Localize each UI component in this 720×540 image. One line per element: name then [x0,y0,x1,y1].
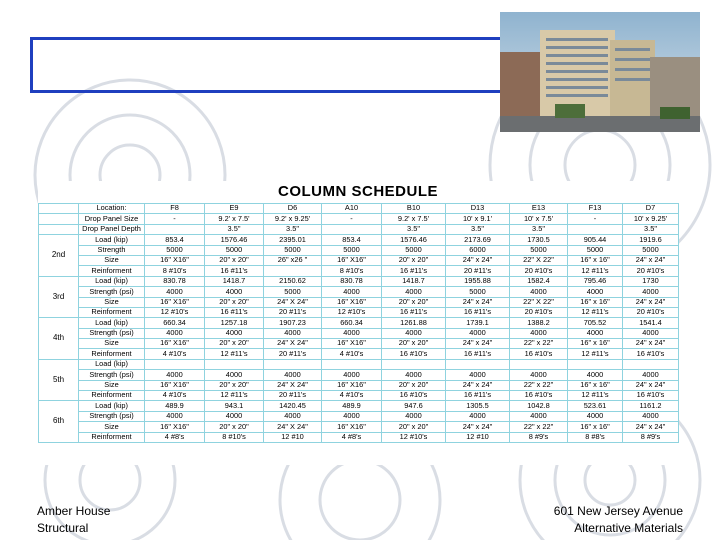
schedule-cell: 4 #10's [145,391,205,401]
schedule-cell [568,224,623,234]
floor-label: 2nd [39,235,79,277]
schedule-cell: 24" X 24" [264,380,322,390]
schedule-cell: 16 #10's [510,391,568,401]
schedule-cell: 4000 [446,411,510,421]
schedule-row [39,328,679,338]
row-label: Reinforment [79,266,145,276]
schedule-cell [145,224,205,234]
schedule-cell: 1739.1 [446,318,510,328]
row-label: Drop Panel Depth [79,224,145,234]
schedule-cell: 22" x 22" [510,422,568,432]
schedule-cell: 1261.88 [382,318,446,328]
schedule-cell [568,359,623,369]
schedule-cell: - [568,214,623,224]
schedule-row [39,287,679,297]
schedule-cell: 5000 [205,245,264,255]
schedule-row [39,307,679,317]
schedule-cell: 4000 [510,411,568,421]
floor-cell-empty [39,214,79,224]
schedule-cell: 12 #11's [568,391,623,401]
schedule-cell: 12 #10's [145,307,205,317]
schedule-cell: 4000 [205,411,264,421]
schedule-cell: D7 [623,204,679,214]
schedule-cell: 24" x 24" [623,255,679,265]
schedule-cell: 705.52 [568,318,623,328]
schedule-cell: 4000 [322,328,382,338]
schedule-cell: 8 #8's [568,432,623,442]
schedule-cell: 8 #9's [623,432,679,442]
schedule-cell: 16" X16" [322,422,382,432]
schedule-cell: 2395.01 [264,235,322,245]
schedule-cell: 20" x 20" [382,380,446,390]
schedule-cell: 1042.8 [510,401,568,411]
row-label: Drop Panel Size [79,214,145,224]
schedule-cell: 4000 [446,370,510,380]
row-label: Strength (psi) [79,328,145,338]
schedule-cell: 12 #10 [446,432,510,442]
schedule-cell: E13 [510,204,568,214]
footer-discipline: Structural [37,521,89,535]
schedule-cell: 5000 [510,245,568,255]
schedule-cell: 4000 [446,328,510,338]
schedule-cell: 16" X16" [322,380,382,390]
schedule-cell: 1919.6 [623,235,679,245]
schedule-cell: 16" x 16" [568,297,623,307]
schedule-cell: 1541.4 [623,318,679,328]
schedule-cell: 16" X16" [322,255,382,265]
schedule-cell: 22" x 22" [510,339,568,349]
schedule-cell: 1730 [623,276,679,286]
schedule-cell: 1730.5 [510,235,568,245]
schedule-cell [145,359,205,369]
schedule-cell: 12 #11's [568,307,623,317]
schedule-cell: 1257.18 [205,318,264,328]
schedule-cell: 4000 [145,370,205,380]
schedule-cell: 1576.46 [205,235,264,245]
footer-address: 601 New Jersey Avenue [553,504,683,518]
schedule-cell: 4 #10's [322,349,382,359]
schedule-cell: 795.46 [568,276,623,286]
schedule-cell: 22" x 22" [510,380,568,390]
schedule-cell: 4 #10's [145,349,205,359]
schedule-cell: 5000 [264,287,322,297]
schedule-cell: 4000 [205,328,264,338]
schedule-row [39,235,679,245]
schedule-row [39,276,679,286]
schedule-cell: 853.4 [322,235,382,245]
schedule-cell: 4000 [510,370,568,380]
schedule-cell: 4000 [623,287,679,297]
schedule-cell: 4000 [382,411,446,421]
schedule-cell: 943.1 [205,401,264,411]
floor-cell-empty [39,224,79,234]
schedule-cell: 4 #8's [145,432,205,442]
schedule-cell: 4000 [382,328,446,338]
schedule-cell: 4000 [322,370,382,380]
schedule-header-row [39,224,679,234]
schedule-cell: 20 #10's [623,307,679,317]
schedule-cell: 20" x 20" [205,297,264,307]
footer-left [37,503,110,537]
schedule-cell: 830.78 [322,276,382,286]
schedule-cell [322,359,382,369]
schedule-cell: 16 #10's [510,349,568,359]
schedule-cell [205,359,264,369]
schedule-cell: 24" x 24" [623,339,679,349]
schedule-cell: 4000 [510,287,568,297]
schedule-cell: 16" x 16" [568,255,623,265]
schedule-cell: 3.5" [382,224,446,234]
schedule-cell: 16" X16" [145,297,205,307]
schedule-cell: 20" x 20" [382,422,446,432]
schedule-cell: 16 #10's [623,349,679,359]
schedule-cell: 24" x 24" [623,422,679,432]
schedule-cell: 16" X16" [145,422,205,432]
schedule-row [39,349,679,359]
schedule-cell: 5000 [322,245,382,255]
row-label: Reinforment [79,349,145,359]
schedule-cell: 4000 [145,328,205,338]
schedule-cell: 5000 [568,245,623,255]
schedule-cell: 24" x 24" [446,255,510,265]
building-photo [500,12,700,132]
schedule-row [39,359,679,369]
row-label: Strength (psi) [79,370,145,380]
schedule-cell: 12 #11's [568,266,623,276]
schedule-cell: 830.78 [145,276,205,286]
schedule-cell: 905.44 [568,235,623,245]
schedule-cell [510,359,568,369]
schedule-cell: 1388.2 [510,318,568,328]
schedule-cell: 5000 [145,245,205,255]
schedule-cell: 20" x 20" [205,255,264,265]
schedule-cell: 4000 [568,370,623,380]
schedule-cell: 24" X 24" [264,422,322,432]
schedule-cell: 4 #8's [322,432,382,442]
schedule-cell: 3.5" [205,224,264,234]
schedule-cell: 16" X16" [145,380,205,390]
schedule-cell: 5000 [623,245,679,255]
row-label: Reinforment [79,391,145,401]
schedule-cell: 16 #11's [446,391,510,401]
schedule-cell: 20" x 20" [205,380,264,390]
schedule-cell [264,266,322,276]
schedule-cell: 3.5" [623,224,679,234]
schedule-cell: 4000 [264,370,322,380]
schedule-cell: 16" X16" [322,339,382,349]
schedule-cell: 4000 [623,411,679,421]
schedule-cell: 8 #10's [145,266,205,276]
schedule-cell: 4000 [568,411,623,421]
schedule-cell: 24" x 24" [623,297,679,307]
schedule-row [39,297,679,307]
schedule-row [39,401,679,411]
column-schedule-table [38,203,679,443]
schedule-cell: 20" x 20" [205,422,264,432]
schedule-cell: 4000 [382,287,446,297]
schedule-cell: 4000 [145,287,205,297]
schedule-cell: - [322,214,382,224]
schedule-cell: 489.9 [322,401,382,411]
schedule-cell: 16 #11's [382,266,446,276]
row-label: Strength [79,245,145,255]
schedule-row [39,255,679,265]
schedule-cell: 4000 [568,287,623,297]
schedule-cell: 4000 [145,411,205,421]
schedule-cell: 1955.88 [446,276,510,286]
schedule-cell: D6 [264,204,322,214]
row-label: Reinforment [79,307,145,317]
row-label: Reinforment [79,432,145,442]
schedule-cell: 1418.7 [205,276,264,286]
schedule-cell: 16 #10's [623,391,679,401]
schedule-row [39,339,679,349]
schedule-cell: 9.2' x 9.25' [264,214,322,224]
schedule-cell: 6000 [446,245,510,255]
schedule-cell: D13 [446,204,510,214]
schedule-cell [623,359,679,369]
row-label: Location: [79,204,145,214]
row-label: Load (kip) [79,235,145,245]
schedule-cell: 1161.2 [623,401,679,411]
schedule-cell: 523.61 [568,401,623,411]
schedule-cell [382,359,446,369]
schedule-cell: 16" x 16" [568,422,623,432]
schedule-cell: 489.9 [145,401,205,411]
row-label: Size [79,255,145,265]
schedule-cell: 5000 [446,287,510,297]
schedule-row [39,380,679,390]
schedule-cell: 20 #11's [264,307,322,317]
schedule-header-row [39,204,679,214]
schedule-cell: 8 #10's [205,432,264,442]
schedule-cell: 16" x 16" [568,339,623,349]
schedule-cell: 1907.23 [264,318,322,328]
schedule-cell: 12 #10 [264,432,322,442]
schedule-cell: 4000 [382,370,446,380]
schedule-cell: 16" x 16" [568,380,623,390]
schedule-cell: 20 #10's [510,266,568,276]
schedule-cell: 4000 [264,328,322,338]
schedule-cell: 16 #10's [382,349,446,359]
schedule-cell: 10' x 7.5' [510,214,568,224]
schedule-cell: 16 #11's [205,307,264,317]
row-label: Load (kip) [79,401,145,411]
schedule-cell: 24" X 24" [264,297,322,307]
schedule-cell: 1582.4 [510,276,568,286]
schedule-cell: 16 #11's [382,307,446,317]
schedule-cell: 24" x 24" [446,422,510,432]
schedule-cell: 16" X16" [145,339,205,349]
row-label: Strength (psi) [79,411,145,421]
schedule-cell: 5000 [382,245,446,255]
schedule-cell: 20 #10's [623,266,679,276]
schedule-cell: 2173.69 [446,235,510,245]
schedule-cell [446,359,510,369]
schedule-cell: 26" x26 " [264,255,322,265]
column-schedule-sheet [38,181,678,465]
schedule-cell: 5000 [264,245,322,255]
schedule-cell: 4000 [205,287,264,297]
schedule-cell: 20 #11's [264,391,322,401]
schedule-cell: 24" x 24" [446,297,510,307]
schedule-cell: 20 #11's [446,266,510,276]
schedule-cell: 1420.45 [264,401,322,411]
schedule-cell: 16 #11's [205,266,264,276]
schedule-cell: 16" X16" [145,255,205,265]
floor-label: 3rd [39,276,79,318]
schedule-row [39,245,679,255]
schedule-cell: 9.2' x 7.5' [382,214,446,224]
schedule-cell: F13 [568,204,623,214]
row-label: Load (kip) [79,276,145,286]
schedule-row [39,422,679,432]
schedule-cell: 20" x 20" [205,339,264,349]
row-label: Load (kip) [79,359,145,369]
schedule-cell: 4000 [322,411,382,421]
schedule-cell: 4000 [264,411,322,421]
row-label: Size [79,297,145,307]
schedule-cell: - [145,214,205,224]
schedule-cell: 10' x 9.25' [623,214,679,224]
floor-cell-empty [39,204,79,214]
schedule-row [39,318,679,328]
schedule-cell: 24" x 24" [623,380,679,390]
schedule-cell: 20 #11's [264,349,322,359]
schedule-cell [264,359,322,369]
schedule-cell: 660.34 [145,318,205,328]
schedule-cell: 660.34 [322,318,382,328]
schedule-cell: 8 #9's [510,432,568,442]
schedule-cell: 3.5" [446,224,510,234]
schedule-cell: 12 #10's [382,432,446,442]
schedule-cell: 2150.62 [264,276,322,286]
schedule-cell: 3.5" [264,224,322,234]
schedule-cell: 4000 [322,287,382,297]
schedule-row [39,411,679,421]
schedule-cell: 3.5" [510,224,568,234]
schedule-cell: 853.4 [145,235,205,245]
schedule-cell: 12 #11's [205,391,264,401]
schedule-cell: 4000 [623,370,679,380]
schedule-cell: 4000 [623,328,679,338]
schedule-cell: 10' x 9.1' [446,214,510,224]
schedule-cell: 12 #11's [568,349,623,359]
schedule-title: COLUMN SCHEDULE [278,183,438,200]
row-label: Load (kip) [79,318,145,328]
floor-label: 5th [39,359,79,401]
schedule-cell: 22" X 22" [510,255,568,265]
schedule-cell: 12 #10's [322,307,382,317]
schedule-row [39,266,679,276]
row-label: Size [79,339,145,349]
schedule-cell: 20" x 20" [382,255,446,265]
schedule-cell: 1418.7 [382,276,446,286]
schedule-cell: 22" X 22" [510,297,568,307]
schedule-cell: E9 [205,204,264,214]
row-label: Size [79,380,145,390]
schedule-cell: 1576.46 [382,235,446,245]
schedule-cell: 16 #11's [446,307,510,317]
schedule-cell [322,224,382,234]
schedule-header-row [39,214,679,224]
footer-topic: Alternative Materials [574,521,683,535]
schedule-cell: 9.2' x 7.5' [205,214,264,224]
schedule-row [39,432,679,442]
footer-right [554,503,683,537]
row-label: Strength (psi) [79,287,145,297]
schedule-cell: B10 [382,204,446,214]
schedule-cell: 24" x 24" [446,339,510,349]
schedule-cell: 24" X 24" [264,339,322,349]
schedule-cell: 4000 [510,328,568,338]
row-label: Size [79,422,145,432]
schedule-cell: 8 #10's [322,266,382,276]
schedule-cell: 20 #10's [510,307,568,317]
schedule-cell: 947.6 [382,401,446,411]
schedule-cell: F8 [145,204,205,214]
schedule-cell: 1305.5 [446,401,510,411]
schedule-cell: 4000 [568,328,623,338]
schedule-cell: 12 #11's [205,349,264,359]
schedule-cell: 20" x 20" [382,297,446,307]
schedule-cell: 16 #10's [382,391,446,401]
schedule-cell: 24" x 24" [446,380,510,390]
schedule-row [39,370,679,380]
schedule-cell: 16" X16" [322,297,382,307]
schedule-cell: 4000 [205,370,264,380]
floor-label: 6th [39,401,79,443]
floor-label: 4th [39,318,79,360]
footer-project-name: Amber House [37,504,111,518]
schedule-row [39,391,679,401]
schedule-cell: A10 [322,204,382,214]
schedule-cell: 16 #11's [446,349,510,359]
schedule-cell: 4 #10's [322,391,382,401]
schedule-cell: 20" x 20" [382,339,446,349]
